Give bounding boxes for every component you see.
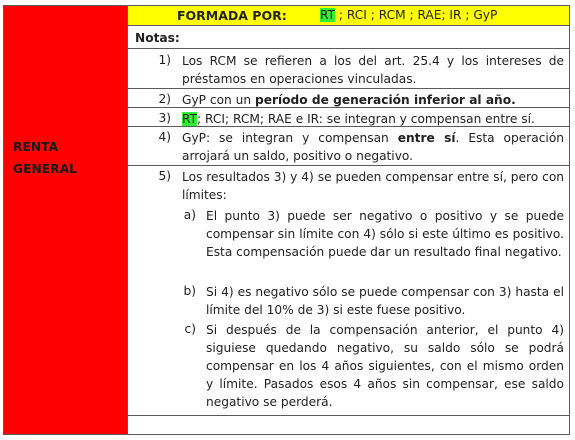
label-line-2: GENERAL [13,162,78,176]
notes-title: Notas: [135,31,180,45]
note-4-number: 4) [158,130,171,144]
subnote-c-letter: c) [184,322,196,336]
column-divider [127,5,128,435]
row-divider [127,415,570,416]
note-3-rest: ; RCI; RCM; RAE e IR: se integran y compensan entre sí. [197,112,535,126]
note-2-bold: período de generación inferior al año. [254,93,516,107]
subnote-a-letter: a) [183,208,196,222]
note-4-bold: entre sí [397,131,456,145]
row-divider [127,165,570,166]
header-items [320,8,497,22]
subnote-b-letter: b) [183,284,196,298]
note-5-text: Los resultados 3) y 4) se pueden compensar entre sí, pero con límites: [182,170,564,202]
note-4-text [182,129,564,165]
table-border-top [3,5,570,6]
table-border-bottom [3,434,570,435]
note-2-pre: GyP con un [182,93,255,107]
note-1-text: Los RCM se refieren a los del art. 25.4 y los intereses de préstamos en operaciones vinculadas. [182,54,564,86]
header-highlight: RT [320,8,336,22]
note-4-post: . Esta operación arrojará un saldo, positivo o negativo. [182,131,564,163]
renta-general-cell [3,5,127,435]
note-5-number: 5) [158,169,171,183]
label-line-1: RENTA [13,140,59,154]
subnote-b-text: Si 4) es negativo sólo se puede compensar con 3) hasta el límite del 10% de 3) si este fuese positivo. [206,285,564,317]
row-divider [127,48,570,49]
note-3-text [182,110,535,128]
note-4-pre: GyP: se integran y compensan [182,131,398,145]
note-1-number: 1) [158,53,171,67]
note-2-number: 2) [158,92,171,106]
subnote-c-text: Si después de la compensación anterior, el punto 4) siguiese quedando negativo, su saldo sólo se podrá compensar en los 4 años siguientes, con el mismo orden y límite. Pasados esos 4 años sin compensar, ese saldo negativo se perderá. [206,323,564,409]
header-rest: ; RCI ; RCM ; RAE; IR ; GyP [335,8,498,22]
row-divider [127,25,570,26]
row-divider [127,88,570,89]
subnote-a-text: El punto 3) puede ser negativo o positivo y se puede compensar sin límite con 4) sólo si este último es positivo. Esta compensación puede dar un resultado final negativo. [206,209,564,259]
table-border-right [569,5,570,435]
table-border-left [3,5,4,435]
note-3-number: 3) [158,111,171,125]
note-2-text [182,91,516,109]
note-3-highlight: RT [182,112,198,126]
renta-general-label [13,136,77,180]
header-title: FORMADA POR: [177,8,287,23]
